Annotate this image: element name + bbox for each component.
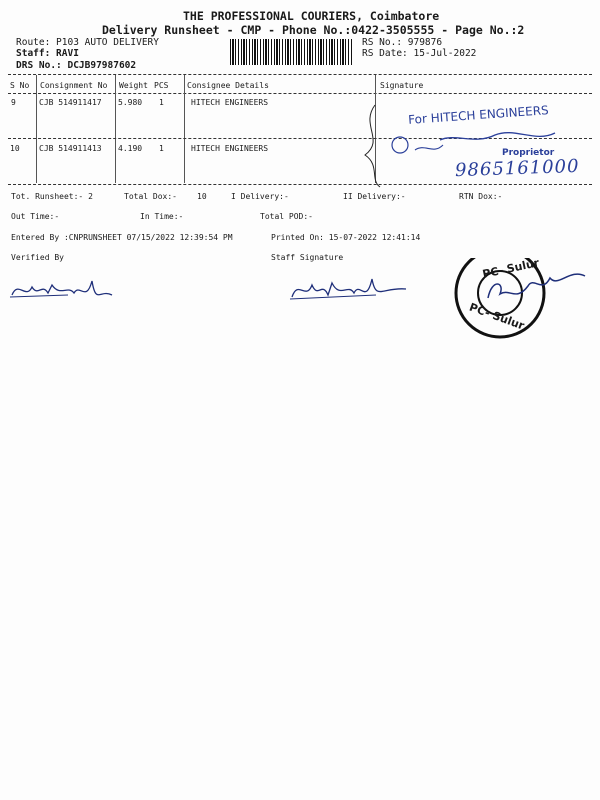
- row-pcs: 1: [159, 98, 164, 107]
- col-pcs: PCS: [154, 81, 169, 90]
- stamp-text-top: PC- Sulur: [481, 256, 541, 281]
- second-delivery: II Delivery:-: [343, 192, 406, 201]
- col-consignment: Consignment No: [40, 81, 108, 90]
- row-consignment: CJB 514911417: [39, 98, 102, 107]
- rs-number: RS No.: 979876: [362, 37, 443, 48]
- in-time: In Time:-: [140, 212, 184, 221]
- col-sno: S No: [10, 81, 30, 90]
- handwritten-phone: 9865161000: [454, 155, 580, 182]
- runsheet-subtitle: Delivery Runsheet - CMP - Phone No.:0422-3505555 - Page No.:2: [102, 23, 525, 37]
- stamp-text-bottom: PC- Sulur: [467, 300, 527, 333]
- col-weight: Weight: [119, 81, 148, 90]
- company-title: THE PROFESSIONAL COURIERS, Coimbatore: [183, 9, 440, 23]
- row-sno: 9: [11, 98, 16, 107]
- row-weight: 4.190: [118, 144, 143, 153]
- printed-on: Printed On: 15-07-2022 12:41:14: [271, 233, 421, 242]
- row-consignment: CJB 514911413: [39, 144, 102, 153]
- entered-by: Entered By :CNPRUNSHEET 07/15/2022 12:39:54 PM: [11, 233, 233, 242]
- col-separator: [184, 75, 185, 183]
- row-consignee: HITECH ENGINEERS: [191, 98, 269, 107]
- out-time: Out Time:-: [11, 212, 60, 221]
- row-sno: 10: [10, 144, 20, 153]
- rs-date: RS Date: 15-Jul-2022: [362, 48, 477, 59]
- row-consignee: HITECH ENGINEERS: [191, 144, 269, 153]
- verified-by-label: Verified By: [11, 253, 64, 262]
- route-label: Route: P103 AUTO DELIVERY: [16, 37, 159, 48]
- total-dox-value: 10: [197, 192, 207, 201]
- row-weight: 5.980: [118, 98, 143, 107]
- verifier-signature: [8, 275, 118, 310]
- total-dox-label: Total Dox:-: [124, 192, 177, 201]
- staff-label: Staff: RAVI: [16, 48, 79, 59]
- proprietor-stamp: Proprietor: [502, 148, 555, 158]
- staff-signature: [286, 275, 416, 310]
- barcode: [230, 39, 352, 65]
- total-runsheet: Tot. Runsheet:- 2: [11, 192, 93, 201]
- total-pod: Total POD:-: [260, 212, 313, 221]
- first-delivery: I Delivery:-: [231, 192, 289, 201]
- col-separator: [36, 75, 37, 183]
- company-stamp: For HITECH ENGINEERS: [407, 103, 550, 127]
- col-consignee: Consignee Details: [187, 81, 269, 90]
- table-header-rule: [8, 93, 592, 94]
- staff-signature-label: Staff Signature: [271, 253, 344, 262]
- table-top-rule: [8, 74, 592, 75]
- col-signature: Signature: [380, 81, 424, 90]
- rtn-dox: RTN Dox:-: [459, 192, 503, 201]
- drs-label: DRS No.: DCJB97987602: [16, 60, 137, 71]
- row-pcs: 1: [159, 144, 164, 153]
- col-separator: [115, 75, 116, 183]
